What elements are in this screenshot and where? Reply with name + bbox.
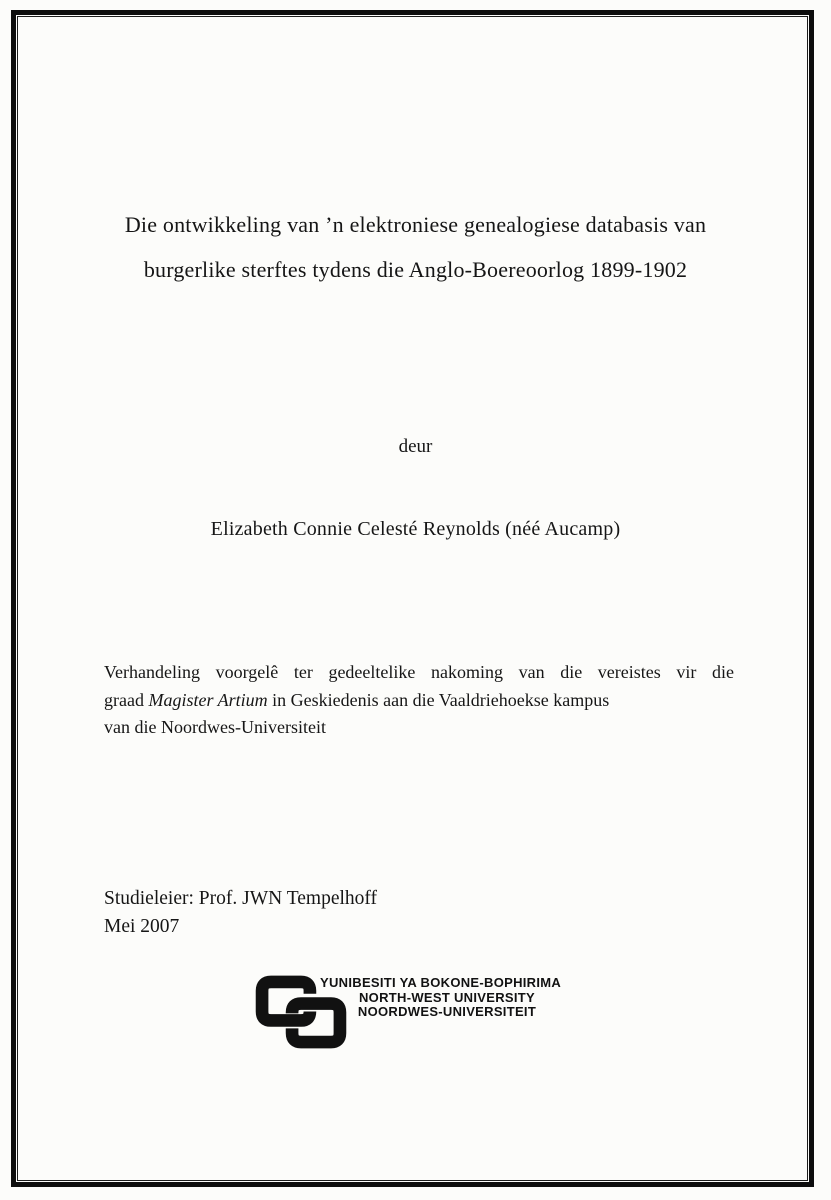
degree-statement-line-3: van die Noordwes-Universiteit [104,717,326,737]
logo-text-setswana: YUNIBESITI YA BOKONE-BOPHIRIMA [320,975,562,990]
logo-text-afrikaans: NOORDWES-UNIVERSITEIT [357,1004,537,1020]
degree-name-italic: Magister Artium [148,689,268,710]
degree-statement [104,659,734,742]
university-logo-text [320,976,574,1020]
byline-label: deur [398,436,433,457]
degree-statement-line-2-suffix: in Geskiedenis aan die Vaaldriehoekse kampus [267,689,610,710]
degree-statement-line-1: Verhandeling voorgelê ter gedeeltelike nakoming van die vereistes vir die [104,662,734,682]
author-name: Elizabeth Connie Celesté Reynolds (néé Aucamp) [210,518,621,540]
thesis-title [40,202,791,292]
date-line: Mei 2007 [104,916,180,937]
thesis-title-line-1: Die ontwikkeling van ’n elektroniese genealogiese databasis van [124,212,707,237]
thesis-title-line-2: burgerlike sterftes tydens die Anglo-Boereoorlog 1899-1902 [143,257,688,282]
university-logo [254,974,584,1064]
degree-statement-line-2-prefix: graad [104,689,149,710]
logo-text-english: NORTH-WEST UNIVERSITY [358,989,536,1005]
supervisor-line: Studieleier: Prof. JWN Tempelhoff [104,888,378,909]
supervisor-date-block [104,885,377,941]
degree-statement-line-2 [104,687,734,715]
